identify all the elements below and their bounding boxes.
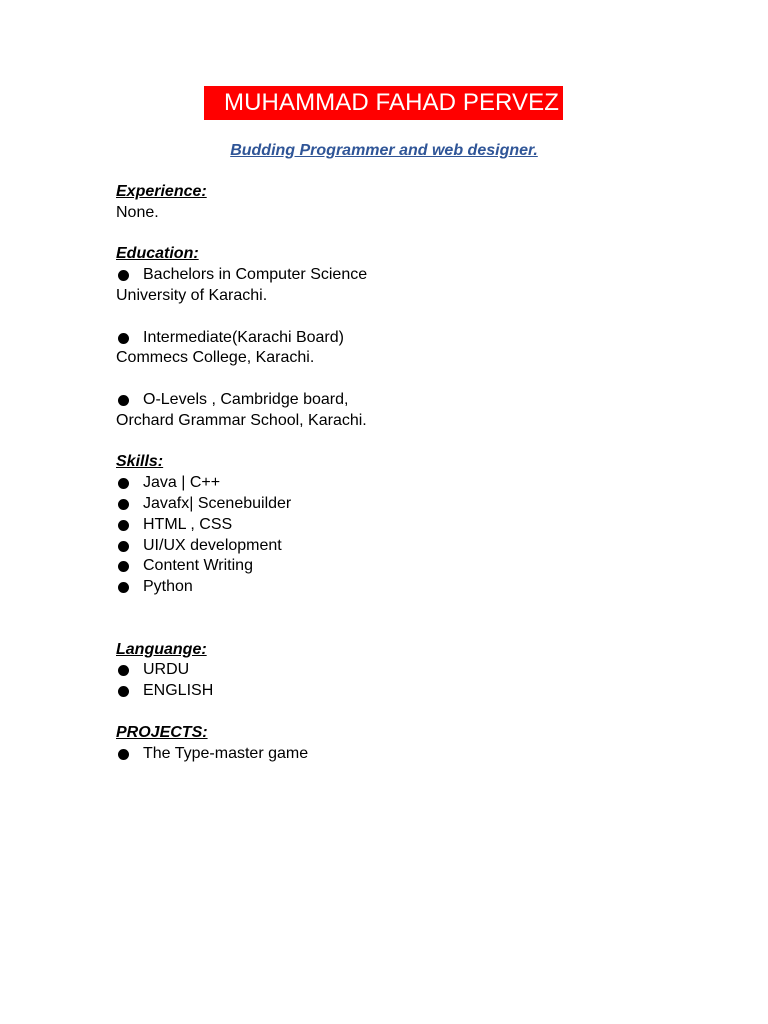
bullet-icon xyxy=(118,582,129,593)
education-entry xyxy=(116,328,676,349)
bullet-icon xyxy=(118,541,129,552)
skill-label: Javafx| Scenebuilder xyxy=(143,494,292,512)
skill-item xyxy=(116,473,676,494)
languages-heading: Languange: xyxy=(116,640,207,658)
skill-label: Content Writing xyxy=(143,557,253,575)
skill-item xyxy=(116,577,676,598)
skill-label: UI/UX development xyxy=(143,536,282,554)
skill-label: Java | C++ xyxy=(143,474,221,492)
project-label: The Type-master game xyxy=(143,744,309,762)
language-label: ENGLISH xyxy=(143,682,214,700)
bullet-icon xyxy=(118,561,129,572)
projects-heading: PROJECTS: xyxy=(116,723,208,741)
skill-item xyxy=(116,556,676,577)
language-label: URDU xyxy=(143,661,190,679)
bullet-icon xyxy=(118,520,129,531)
skill-label: Python xyxy=(143,578,193,596)
tagline: Budding Programmer and web designer. xyxy=(230,142,538,159)
education-institution: University of Karachi. xyxy=(116,286,268,304)
project-item xyxy=(116,744,676,765)
bullet-icon xyxy=(118,478,129,489)
experience-heading: Experience: xyxy=(116,183,207,200)
education-degree: O-Levels , Cambridge board, xyxy=(143,390,349,408)
skill-item xyxy=(116,536,676,557)
skill-item xyxy=(116,494,676,515)
experience-text: None. xyxy=(116,203,159,221)
bullet-icon xyxy=(118,749,129,760)
skills-heading: Skills: xyxy=(116,453,164,471)
skill-item xyxy=(116,515,676,536)
bullet-icon xyxy=(118,665,129,676)
bullet-icon xyxy=(118,686,129,697)
bullet-icon xyxy=(118,499,129,510)
bullet-icon xyxy=(118,395,129,406)
resume-body xyxy=(116,182,676,764)
candidate-name: MUHAMMAD FAHAD PERVEZ xyxy=(224,89,560,116)
bullet-icon xyxy=(118,270,129,281)
education-institution: Orchard Grammar School, Karachi. xyxy=(116,411,367,429)
education-degree: Intermediate(Karachi Board) xyxy=(143,328,344,346)
language-item xyxy=(116,681,676,702)
education-heading: Education: xyxy=(116,245,199,263)
education-entry xyxy=(116,390,676,411)
education-institution: Commecs College, Karachi. xyxy=(116,349,315,367)
language-item xyxy=(116,660,676,681)
bullet-icon xyxy=(118,333,129,344)
skill-label: HTML , CSS xyxy=(143,515,233,533)
education-degree: Bachelors in Computer Science xyxy=(143,266,368,284)
education-entry xyxy=(116,265,676,286)
